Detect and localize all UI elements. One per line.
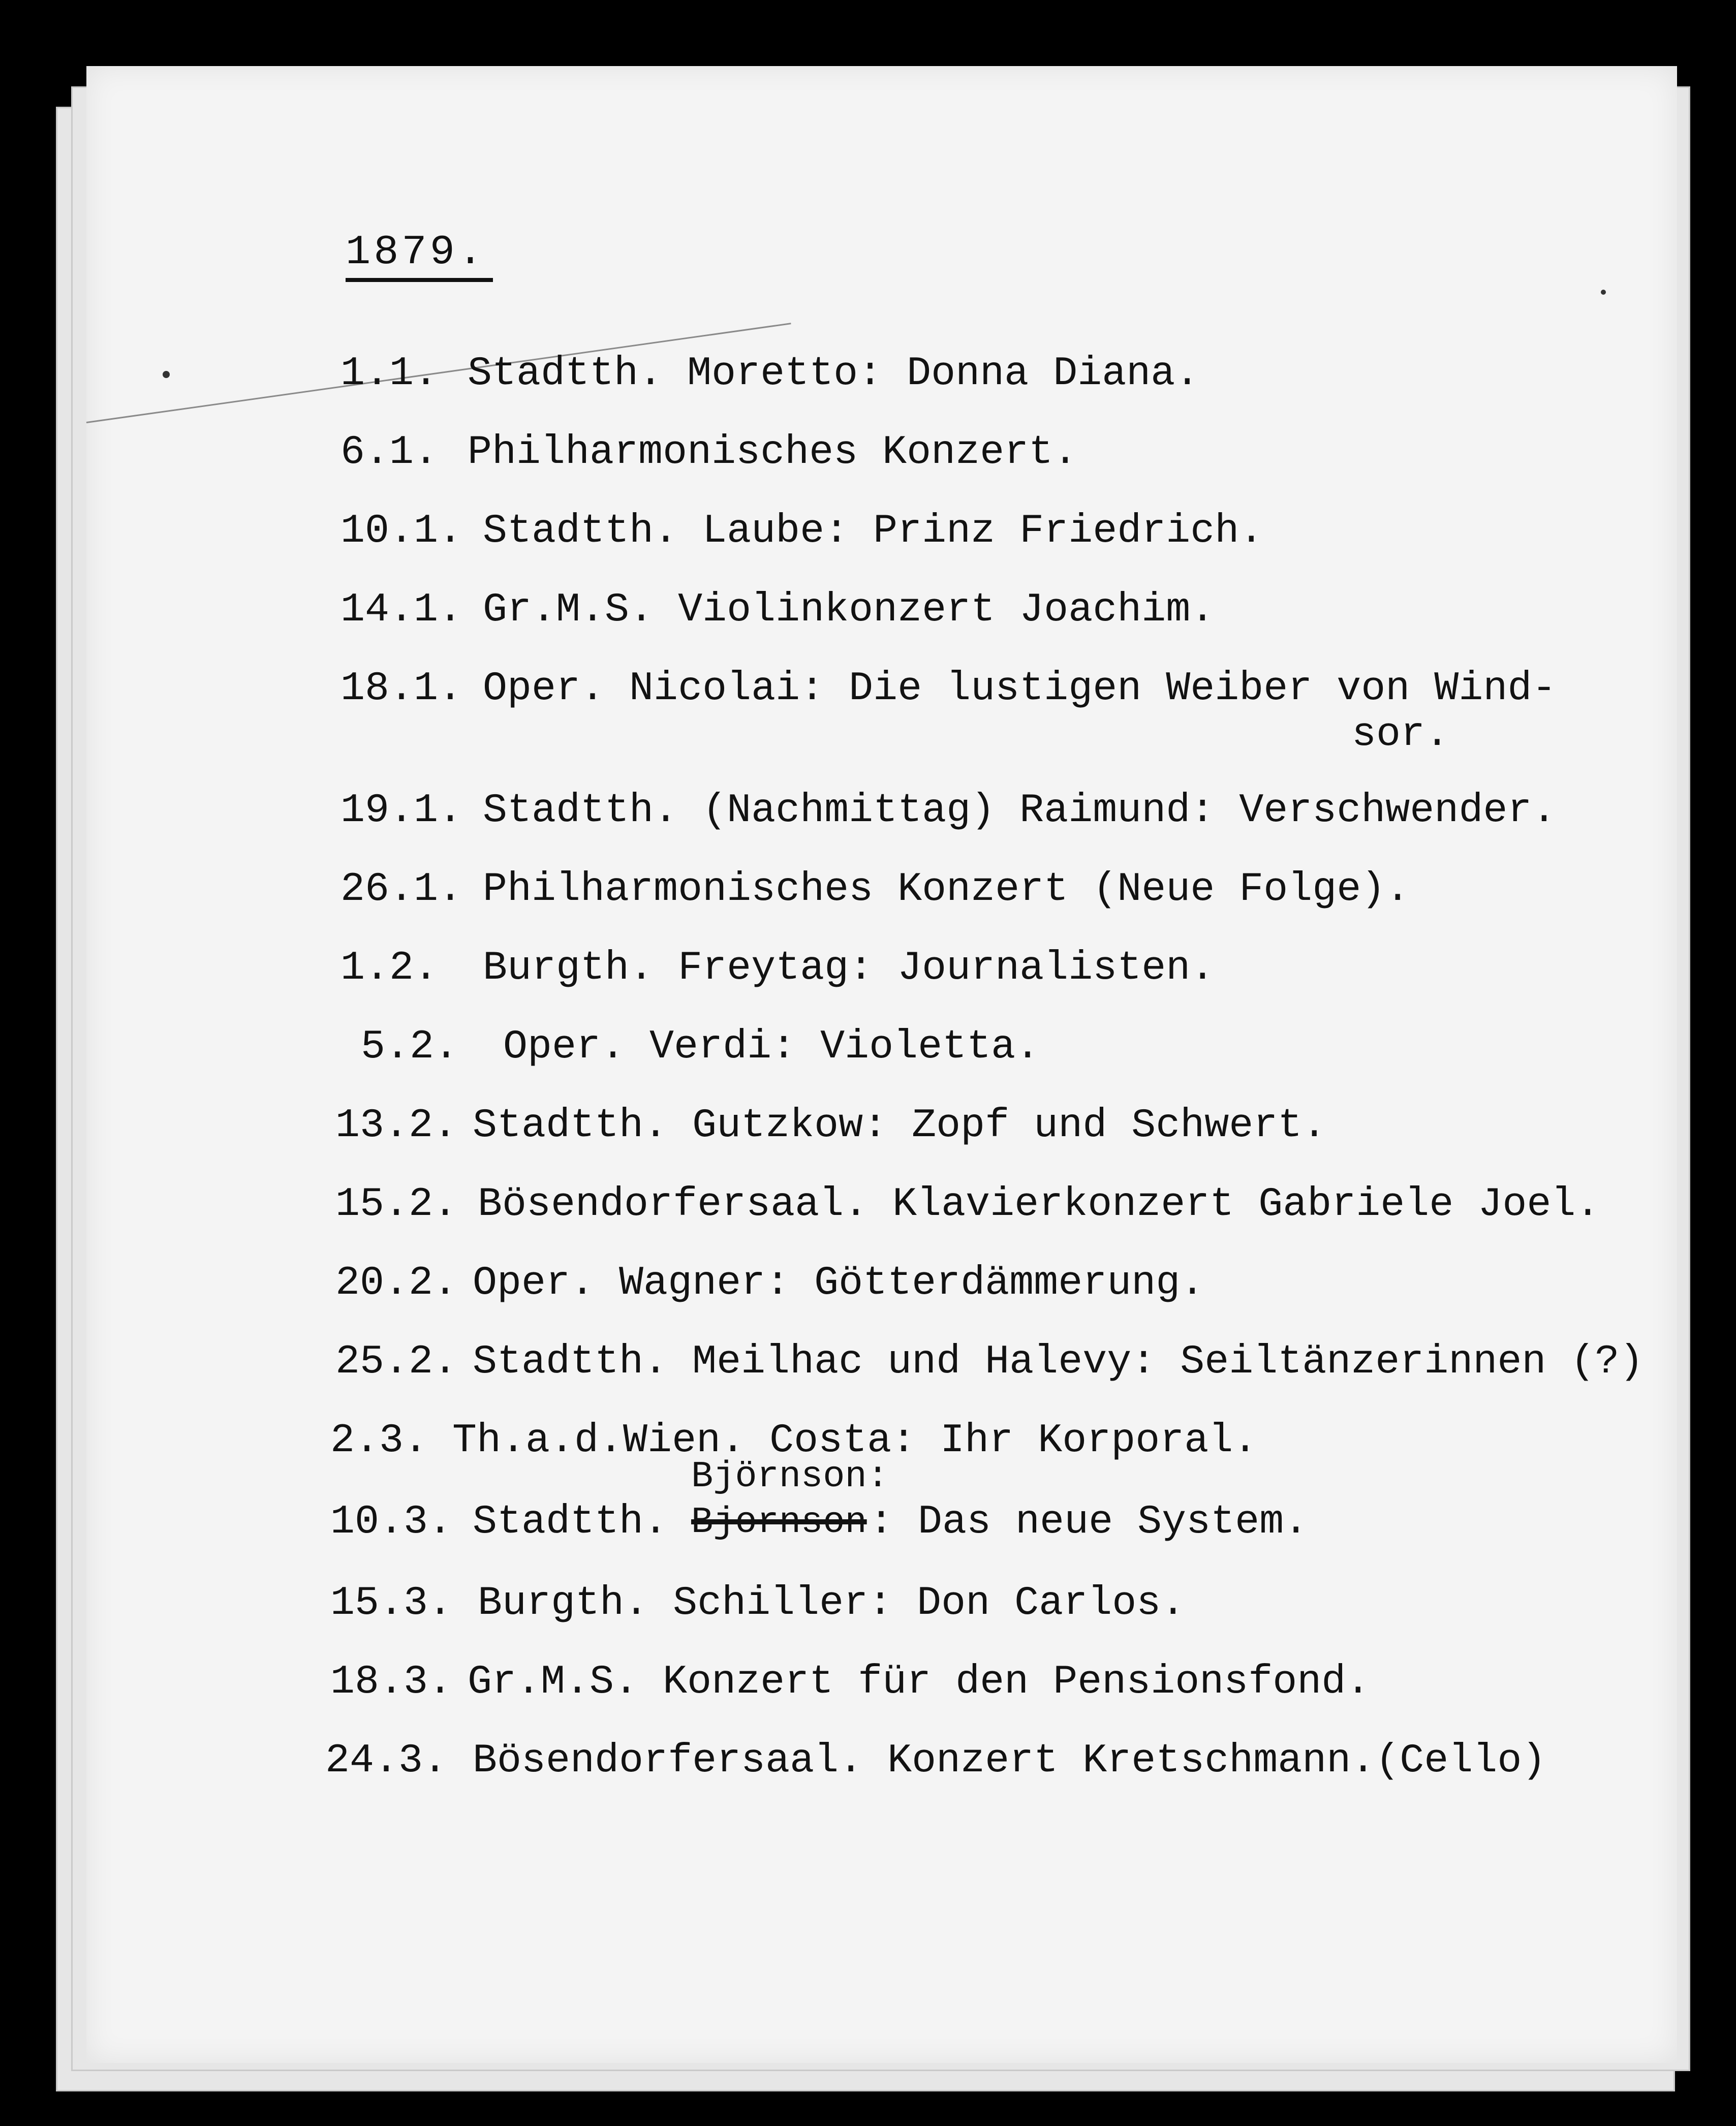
- entry-text: Gr.M.S. Konzert für den Pensionsfond.: [468, 1659, 1371, 1705]
- entry-row: [86, 788, 1677, 838]
- entry-date: 25.2.: [335, 1339, 458, 1385]
- entry-text: Philharmonisches Konzert.: [468, 429, 1078, 476]
- entry-text: Oper. Wagner: Götterdämmerung.: [473, 1260, 1205, 1306]
- entry-row: [86, 1260, 1677, 1311]
- entry-text: Stadtth. Moretto: Donna Diana.: [468, 351, 1200, 397]
- document-year-heading: 1879.: [346, 229, 493, 282]
- entry-text: Stadtth. Laube: Prinz Friedrich.: [483, 508, 1264, 554]
- entry-text: Oper. Verdi: Violetta.: [503, 1024, 1040, 1070]
- entry-date: 18.1.: [340, 666, 463, 712]
- entry-row: [86, 1456, 1677, 1550]
- entry-row: [86, 1339, 1677, 1390]
- entry-text: Stadtth. (Nachmittag) Raimund: Verschwender.: [483, 788, 1557, 834]
- entry-date: 15.2.: [335, 1181, 458, 1228]
- entry-text: Bösendorfersaal. Konzert Kretschmann.(Cello): [473, 1738, 1546, 1784]
- entry-row: [86, 1181, 1677, 1232]
- entry-date: 14.1.: [340, 587, 463, 633]
- entry-text: Th.a.d.Wien. Costa: Ihr Korporal.: [452, 1418, 1258, 1464]
- entry-row: [86, 1103, 1677, 1153]
- entry-correction-inserted: Björnson:: [691, 1456, 889, 1497]
- entry-row: [86, 508, 1677, 559]
- entry-date: 20.2.: [335, 1260, 458, 1306]
- entry-row: [86, 1659, 1677, 1710]
- typewritten-page: [86, 66, 1677, 2063]
- entry-date: 6.1.: [340, 429, 439, 476]
- entry-date: 10.3.: [330, 1499, 453, 1545]
- entry-date: 1.1.: [340, 351, 439, 397]
- entry-text: Gr.M.S. Violinkonzert Joachim.: [483, 587, 1215, 633]
- entry-row: [86, 945, 1677, 996]
- entry-row: [86, 587, 1677, 638]
- entry-date: 1.2.: [340, 945, 439, 991]
- entry-date: 24.3.: [325, 1738, 448, 1784]
- entry-row: [86, 1738, 1677, 1789]
- entry-text-continued: : Das neue System.: [869, 1499, 1309, 1545]
- entry-row: [86, 1024, 1677, 1075]
- entry-row: [86, 666, 1677, 758]
- entry-text: Philharmonisches Konzert (Neue Folge).: [483, 866, 1410, 913]
- entry-date: 15.3.: [330, 1580, 453, 1627]
- entry-text: Stadtth. Gutzkow: Zopf und Schwert.: [473, 1103, 1327, 1149]
- entry-text: Bösendorfersaal. Klavierkonzert Gabriele Joel.: [478, 1181, 1600, 1228]
- entry-row: [86, 351, 1677, 401]
- entry-text: Oper. Nicolai: Die lustigen Weiber von Wind-: [483, 666, 1557, 712]
- entry-text: Stadtth.: [473, 1499, 668, 1545]
- entry-correction-struck: Bjornson: [691, 1502, 867, 1543]
- entry-date: 18.3.: [330, 1659, 453, 1705]
- entry-row: [86, 429, 1677, 480]
- entry-date: 26.1.: [340, 866, 463, 913]
- entry-date: 10.1.: [340, 508, 463, 554]
- entry-text: Burgth. Schiller: Don Carlos.: [478, 1580, 1186, 1627]
- entry-date: 2.3.: [330, 1418, 428, 1464]
- entry-text: Burgth. Freytag: Journalisten.: [483, 945, 1215, 991]
- entry-date: 13.2.: [335, 1103, 458, 1149]
- entry-date: 5.2.: [361, 1024, 459, 1070]
- entry-text: Stadtth. Meilhac und Halevy: Seiltänzerinnen (?): [473, 1339, 1644, 1385]
- entry-row: [86, 1580, 1677, 1631]
- ink-speck: [1601, 290, 1606, 295]
- entry-continuation: sor.: [1352, 711, 1450, 758]
- entry-date: 19.1.: [340, 788, 463, 834]
- entry-row: [86, 866, 1677, 917]
